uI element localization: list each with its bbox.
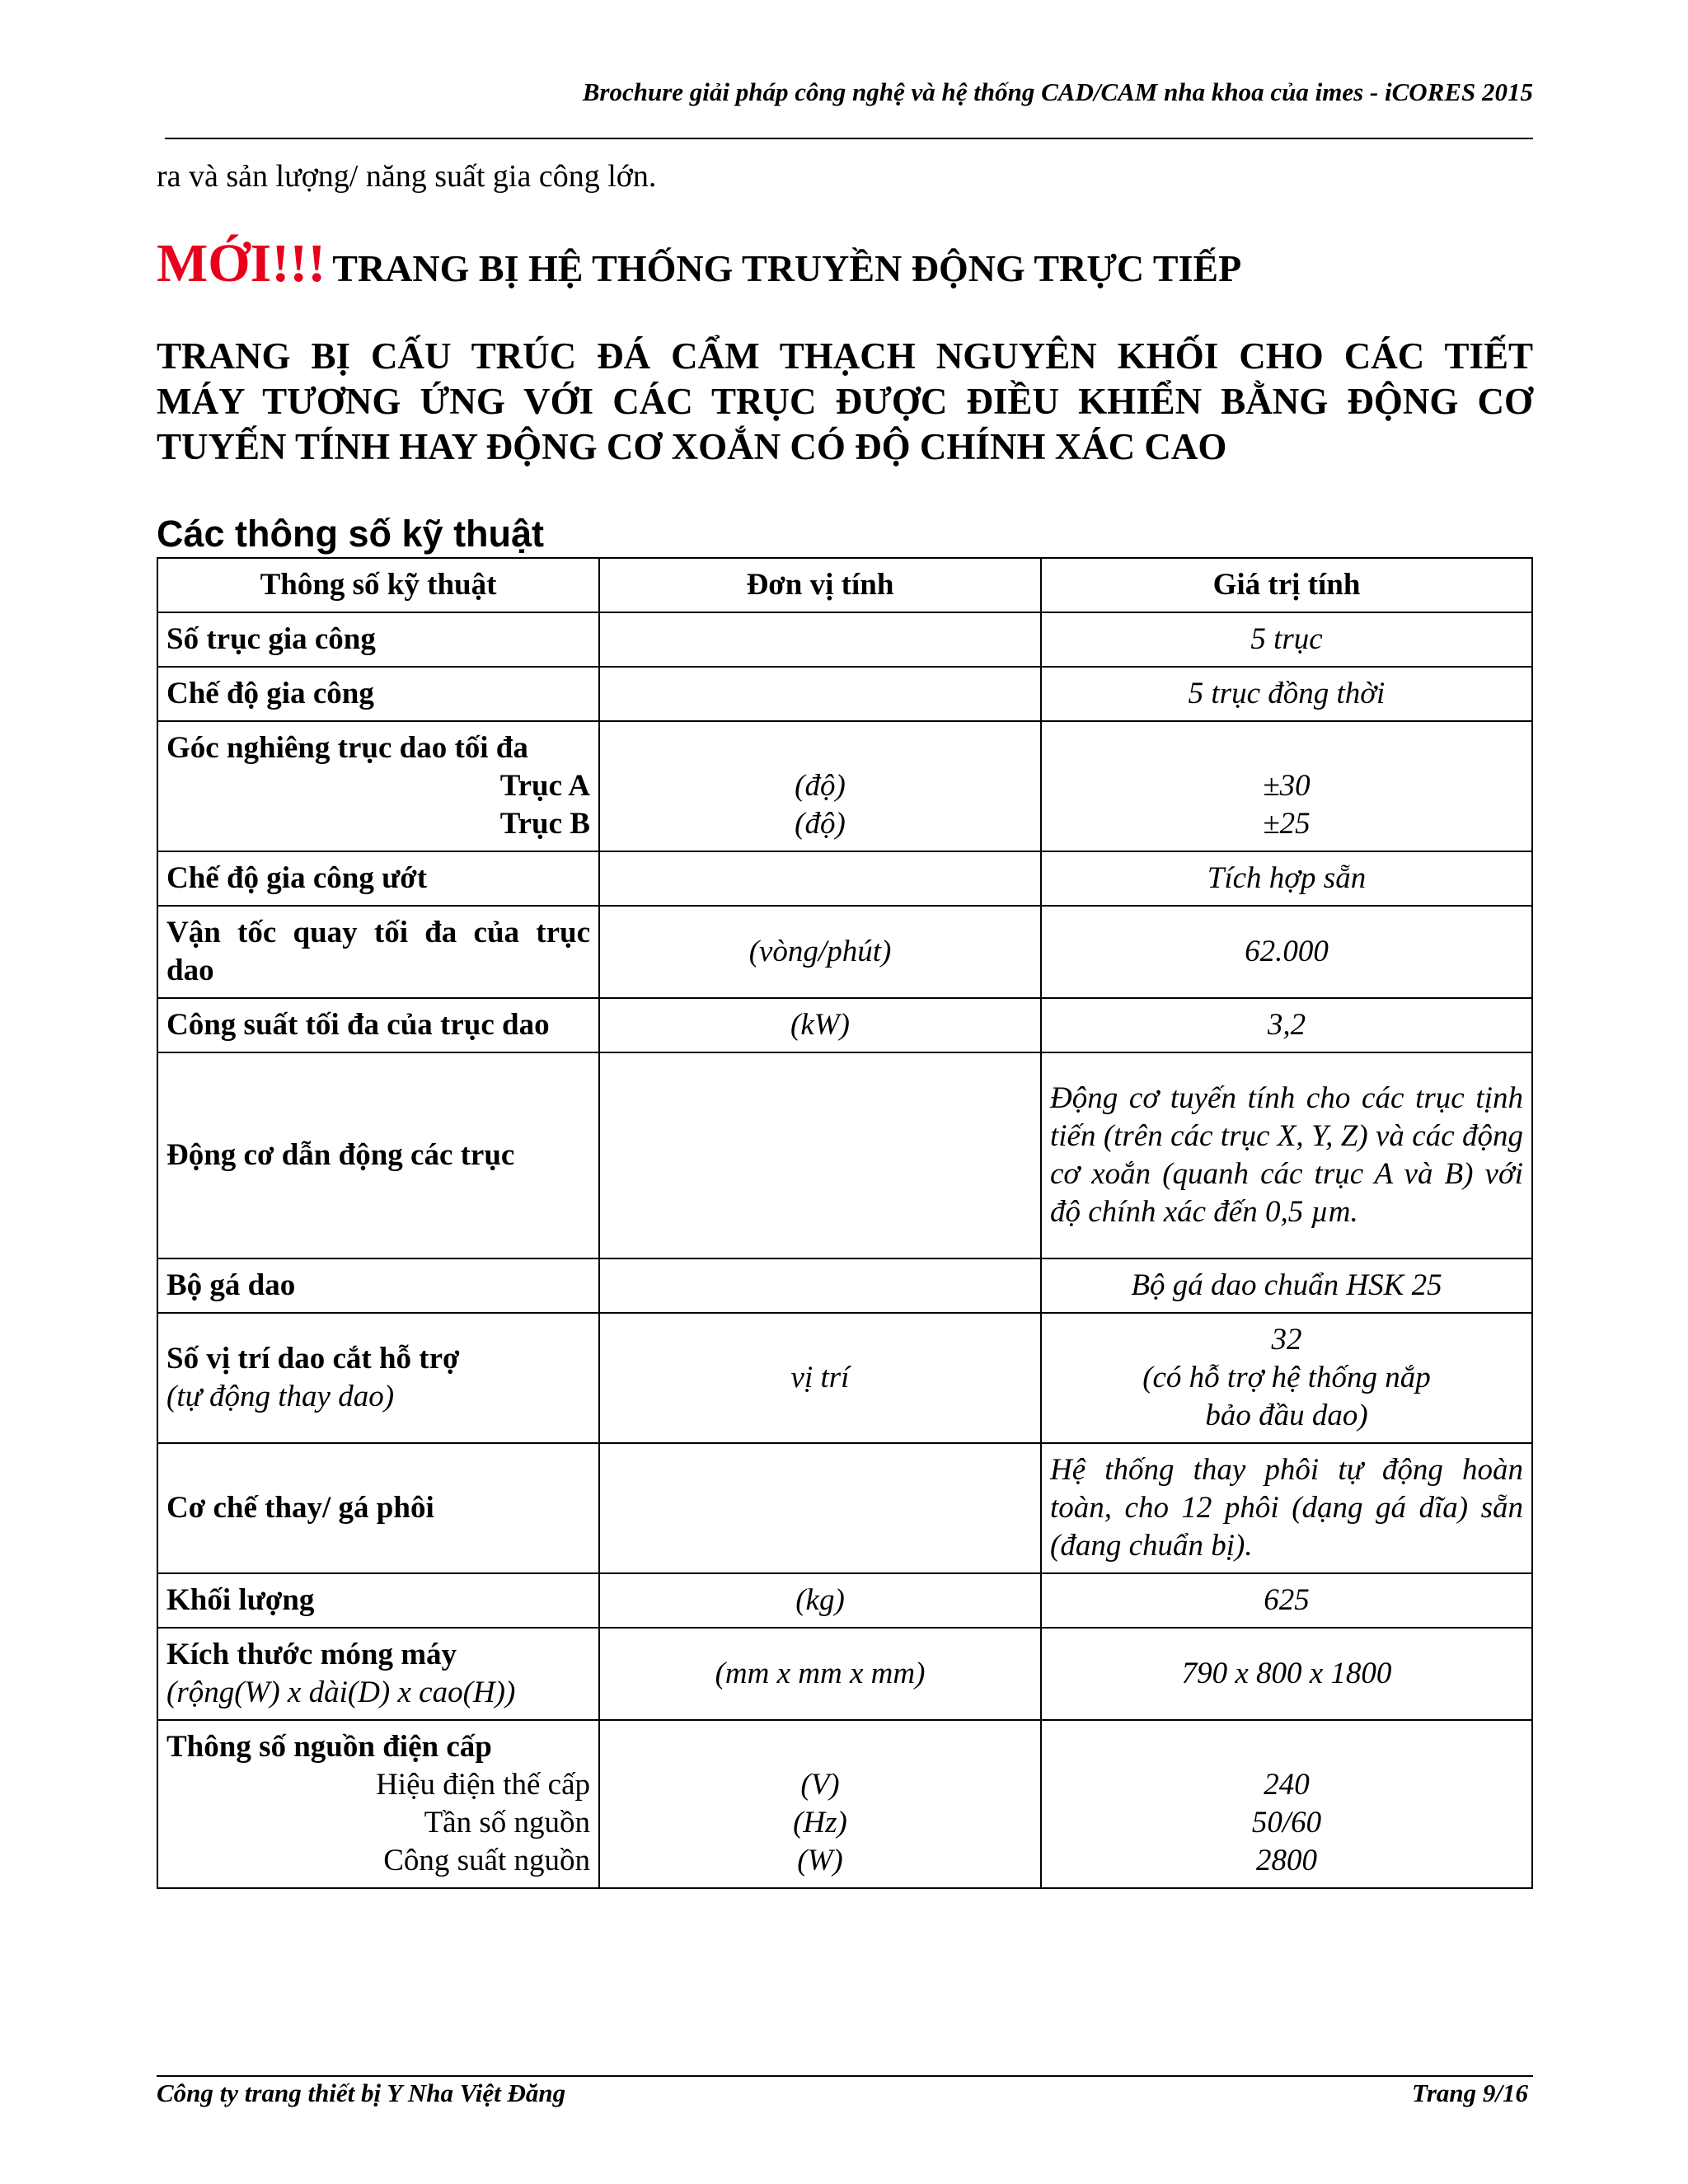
section-title-specs: Các thông số kỹ thuật: [157, 513, 545, 555]
table-row: [157, 1258, 1532, 1313]
row-value: Hệ thống thay phôi tự động hoàn toàn, cho 12 phôi (dạng gá dĩa) sẵn (đang chuẩn bị).: [1041, 1443, 1532, 1573]
column-header-unit: Đơn vị tính: [599, 558, 1041, 612]
row-unit: [599, 612, 1041, 667]
column-header-spec: Thông số kỹ thuật: [157, 558, 599, 612]
row-label: Công suất tối đa của trục dao: [157, 998, 599, 1052]
row-unit: (V): [800, 1768, 840, 1802]
intro-paragraph: ra và sản lượng/ năng suất gia công lớn.: [157, 159, 657, 194]
footer-divider: [157, 2075, 1533, 2077]
table-row: [157, 1628, 1532, 1720]
row-label: Chế độ gia công ướt: [157, 851, 599, 906]
column-header-value: Giá trị tính: [1041, 558, 1532, 612]
row-label: Động cơ dẫn động các trục: [157, 1052, 599, 1258]
row-value: 5 trục đồng thời: [1041, 667, 1532, 721]
row-label: Số trục gia công: [157, 612, 599, 667]
row-value: 240: [1264, 1768, 1310, 1802]
row-value: 2800: [1256, 1844, 1317, 1877]
table-row: [157, 1720, 1532, 1888]
row-value: (có hỗ trợ hệ thống nắp: [1142, 1361, 1431, 1394]
row-unit-group: [599, 721, 1041, 851]
new-badge: MỚI!!!: [157, 233, 326, 293]
footer-company: Công ty trang thiết bị Y Nha Việt Đăng: [157, 2079, 566, 2107]
table-row: [157, 1443, 1532, 1573]
table-row: [157, 1313, 1532, 1443]
row-unit: (kW): [599, 998, 1041, 1052]
row-label-group: [157, 1720, 599, 1888]
row-label: Khối lượng: [157, 1573, 599, 1628]
footer-page-number: Trang 9/16: [1412, 2079, 1528, 2107]
row-unit: [599, 667, 1041, 721]
row-unit: [599, 1052, 1041, 1258]
row-unit: [599, 1258, 1041, 1313]
row-value-group: [1041, 1720, 1532, 1888]
row-label: Số vị trí dao cắt hỗ trợ: [166, 1342, 460, 1376]
row-unit: (độ): [795, 769, 846, 803]
row-label: Chế độ gia công: [157, 667, 599, 721]
row-label: Vận tốc quay tối đa của trục dao: [157, 906, 599, 998]
row-label: Bộ gá dao: [157, 1258, 599, 1313]
row-value: bảo đầu dao): [1205, 1399, 1368, 1432]
row-value: 5 trục: [1041, 612, 1532, 667]
row-value-group: [1041, 1313, 1532, 1443]
row-value: Tích hợp sẵn: [1041, 851, 1532, 906]
row-unit: (Hz): [793, 1806, 847, 1840]
header-divider: [165, 138, 1533, 139]
row-note: (rộng(W) x dài(D) x cao(H)): [166, 1675, 516, 1709]
row-value: ±30: [1263, 769, 1311, 803]
row-unit: (độ): [795, 807, 846, 841]
row-label-group: [157, 1313, 599, 1443]
row-value-group: [1041, 721, 1532, 851]
table-row: [157, 851, 1532, 906]
table-row: [157, 667, 1532, 721]
row-sublabel: Công suất nguồn: [383, 1844, 590, 1877]
row-value: 50/60: [1251, 1806, 1322, 1840]
heading-marble-structure: [157, 334, 1533, 470]
table-row: [157, 1052, 1532, 1258]
row-value: Bộ gá dao chuẩn HSK 25: [1041, 1258, 1532, 1313]
spec-table: [157, 557, 1533, 1889]
row-value: ±25: [1263, 807, 1311, 841]
row-value: 3,2: [1041, 998, 1532, 1052]
row-value: 625: [1041, 1573, 1532, 1628]
row-value: 62.000: [1041, 906, 1532, 998]
row-value: Động cơ tuyến tính cho các trục tịnh tiến (trên các trục X, Y, Z) và các động cơ xoắn (quanh các trục A và B) với độ chính xác đến 0,5 µm.: [1041, 1052, 1532, 1258]
row-label: Thông số nguồn điện cấp: [166, 1730, 492, 1764]
row-value: 32: [1271, 1323, 1302, 1357]
row-sublabel: Trục B: [499, 807, 590, 841]
heading-new-feature-text: TRANG BỊ HỆ THỐNG TRUYỀN ĐỘNG TRỰC TIẾP: [332, 247, 1242, 289]
heading2-line-2: MÁY TƯƠNG ỨNG VỚI CÁC TRỤC ĐƯỢC ĐIỀU KHIỂN BẰNG ĐỘNG CƠ: [157, 381, 1533, 422]
row-note: (tự động thay dao): [166, 1380, 395, 1413]
table-row: [157, 1573, 1532, 1628]
row-label-group: [157, 1628, 599, 1720]
row-unit: (mm x mm x mm): [599, 1628, 1041, 1720]
heading-new-feature: [157, 232, 1241, 295]
row-unit-group: [599, 1720, 1041, 1888]
heading2-line-1: TRANG BỊ CẤU TRÚC ĐÁ CẨM THẠCH NGUYÊN KHỐI CHO CÁC TIẾT: [157, 335, 1533, 377]
table-row: [157, 612, 1532, 667]
row-label-group: [157, 721, 599, 851]
table-row: [157, 721, 1532, 851]
table-header-row: [157, 558, 1532, 612]
row-sublabel: Hiệu điện thế cấp: [376, 1768, 590, 1802]
row-unit: [599, 851, 1041, 906]
row-unit: (W): [797, 1844, 843, 1877]
row-value: 790 x 800 x 1800: [1041, 1628, 1532, 1720]
row-label: Cơ chế thay/ gá phôi: [157, 1443, 599, 1573]
row-label: Kích thước móng máy: [166, 1638, 457, 1671]
table-row: [157, 998, 1532, 1052]
row-unit: (vòng/phút): [599, 906, 1041, 998]
row-label: Góc nghiêng trục dao tối đa: [166, 731, 528, 765]
row-unit: vị trí: [599, 1313, 1041, 1443]
row-unit: (kg): [599, 1573, 1041, 1628]
page-header-title: Brochure giải pháp công nghệ và hệ thống CAD/CAM nha khoa của imes - iCORES 2015: [582, 77, 1533, 106]
row-unit: [599, 1443, 1041, 1573]
row-sublabel: Trục A: [499, 769, 590, 803]
table-row: [157, 906, 1532, 998]
row-sublabel: Tần số nguồn: [424, 1806, 590, 1840]
heading2-line-3: TUYẾN TÍNH HAY ĐỘNG CƠ XOẮN CÓ ĐỘ CHÍNH XÁC CAO: [157, 426, 1227, 467]
